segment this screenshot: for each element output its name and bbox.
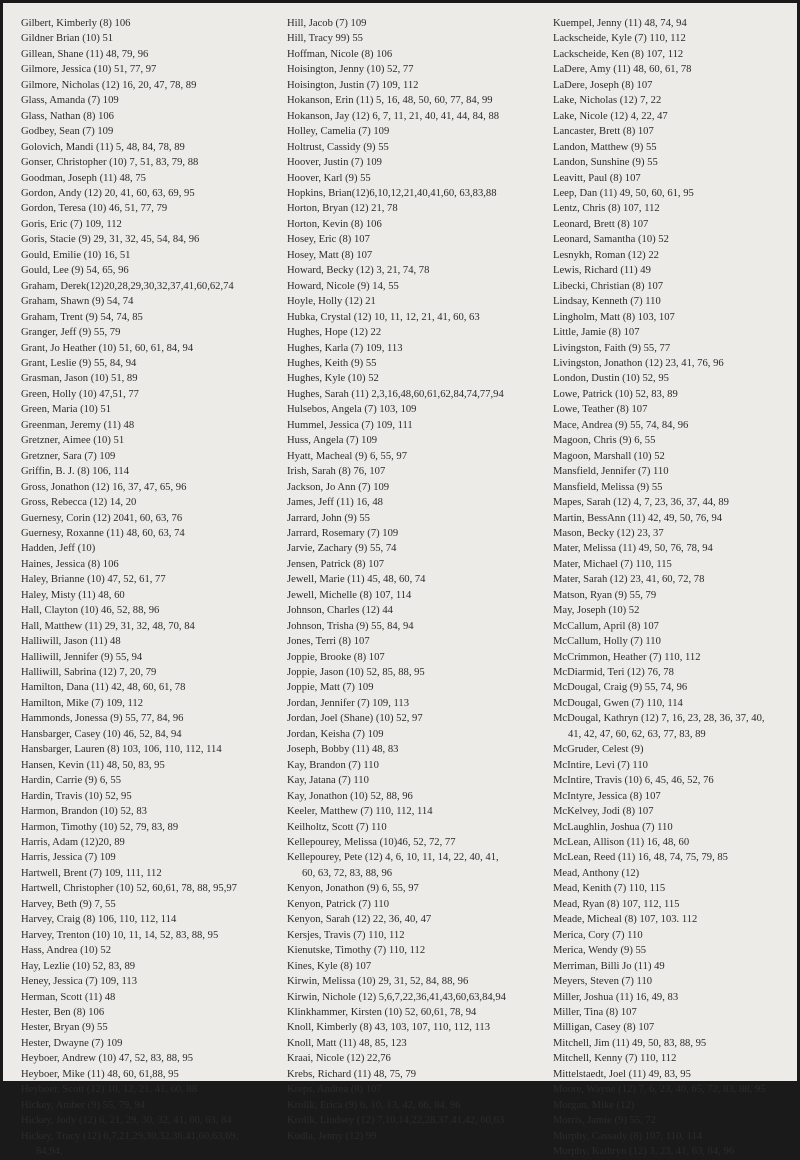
index-entry: Goris, Eric (7) 109, 112 [21,218,122,230]
index-entry: Horton, Kevin (8) 106 [287,218,382,230]
index-entry: Kellepourey, Melissa (10)46, 52, 72, 77 [287,837,456,849]
index-entry: Griffin, B. J. (8) 106, 114 [21,466,129,478]
index-entry: Murphy, Kathryn (12) 3, 23, 41, 63, 84, 96 [553,1146,735,1158]
index-entry: Morgan, Mike (12) [553,1099,635,1111]
index-entry: Merica, Wendy (9) 55 [553,945,647,957]
index-entry: Holley, Camelia (7) 109 [287,126,390,138]
index-entry: Golovich, Mandi (11) 5, 48, 84, 78, 89 [21,141,185,153]
index-entry: McCallum, April (8) 107 [553,620,659,632]
index-entry: Kirwin, Melissa (10) 29, 31, 52, 84, 88, 96 [287,976,469,988]
index-entry: Harvey, Craig (8) 106, 110, 112, 114 [21,914,177,926]
index-entry: Lowe, Teather (8) 107 [553,404,648,416]
index-entry: Hester, Bryan (9) 55 [21,1022,108,1034]
index-entry: Guernesy, Roxanne (11) 48, 60, 63, 74 [21,527,185,539]
index-entry: Jarvie, Zachary (9) 55, 74 [287,543,397,555]
index-entry: Howard, Becky (12) 3, 21, 74, 78 [287,265,430,277]
index-entry: Meyers, Steven (7) 110 [553,976,653,988]
index-entry: Hoisington, Jenny (10) 52, 77 [287,64,414,76]
index-entry: Jordan, Jennifer (7) 109, 113 [287,697,409,709]
index-entry: Hoover, Justin (7) 109 [287,157,382,169]
index-entry: LaDere, Amy (11) 48, 60, 61, 78 [553,64,692,76]
index-entry: 60, 63, 72, 83, 88, 96 [302,867,393,879]
index-entry: Harris, Adam (12)20, 89 [21,837,125,849]
index-entry: Morris, Jamie (9) 55, 72 [553,1115,656,1127]
index-entry: Green, Maria (10) 51 [21,404,112,416]
index-entry: Leep, Dan (11) 49, 50, 60, 61, 95 [553,187,694,199]
index-entry: McLean, Allison (11) 16, 48, 60 [553,837,690,849]
index-entry: Kines, Kyle (8) 107 [287,960,372,972]
index-page [3,3,797,1158]
index-entry: Leavitt, Paul (8) 107 [553,172,641,184]
index-entry: Jensen, Patrick (8) 107 [287,558,385,570]
index-entry: Lackscheide, Ken (8) 107, 112 [553,48,684,60]
index-entry: McLean, Reed (11) 16, 48, 74, 75, 79, 85 [553,852,728,864]
index-entry: Leonard, Brett (8) 107 [553,218,649,230]
index-entry: Little, Jamie (8) 107 [553,327,640,339]
index-entry: Green, Holly (10) 47,51, 77 [21,388,139,400]
index-entry: Hoisington, Justin (7) 109, 112 [287,79,419,91]
index-entry: Hansen, Kevin (11) 48, 50, 83, 95 [21,759,165,771]
index-entry: McGruder, Celest (9) [553,744,644,756]
index-entry: Hosey, Eric (8) 107 [287,234,370,246]
index-entry: Hickey, Amber (9) 55, 79, 94 [21,1099,146,1111]
index-entry: Matson, Ryan (9) 55, 79 [553,589,657,601]
index-entry: Howard, Nicole (9) 14, 55 [287,280,399,292]
index-entry: Hall, Clayton (10) 46, 52, 88, 96 [21,605,160,617]
index-entry: Greenman, Jeremy (11) 48 [21,419,135,431]
index-entry: London, Dustin (10) 52, 95 [553,373,669,385]
index-column-2 [287,16,506,1144]
index-entry: Haley, Brianne (10) 47, 52, 61, 77 [21,574,166,586]
index-entry: Joppie, Jason (10) 52, 85, 88, 95 [287,667,425,679]
index-entry: Harris, Jessica (7) 109 [21,852,116,864]
index-entry: Halliwill, Sabrina (12) 7, 20, 79 [21,667,157,679]
index-entry: Gretzner, Sara (7) 109 [21,450,116,462]
index-entry: Irish, Sarah (8) 76, 107 [287,466,386,478]
index-entry: Merica, Cory (7) 110 [553,929,643,941]
index-entry: May, Joseph (10) 52 [553,605,640,617]
index-column-3 [553,16,766,1160]
index-entry: Jordan, Keisha (7) 109 [287,728,384,740]
index-entry: McKelvey, Jodi (8) 107 [553,806,654,818]
index-entry: Mapes, Sarah (12) 4, 7, 23, 36, 37, 44, 89 [553,497,729,509]
index-entry: Mead, Anthony (12) [553,867,640,879]
index-entry: Hester, Dwayne (7) 109 [21,1037,123,1049]
index-entry: Mason, Becky (12) 23, 37 [553,527,664,539]
index-entry: Harmon, Timothy (10) 52, 79, 83, 89 [21,821,179,833]
index-entry: Murphy, Cassady (8) 107, 110, 114 [553,1130,703,1142]
index-entry: Joppie, Matt (7) 109 [287,682,374,694]
index-entry: LaDere, Joseph (8) 107 [553,79,653,91]
index-entry: Jordan, Joel (Shane) (10) 52, 97 [287,713,423,725]
index-entry: Horton, Bryan (12) 21, 78 [287,203,398,215]
index-entry: Mansfield, Melissa (9) 55 [553,481,663,493]
index-entry: Keeler, Matthew (7) 110, 112, 114 [287,806,433,818]
index-entry: Hyatt, Macheal (9) 6, 55, 97 [287,450,408,462]
index-entry: Gould, Emilie (10) 16, 51 [21,249,131,261]
index-entry: Livingston, Jonathon (12) 23, 41, 76, 96 [553,357,724,369]
index-entry: Livingston, Faith (9) 55, 77 [553,342,671,354]
index-entry: Hubka, Crystal (12) 10, 11, 12, 21, 41, 60, 63 [287,311,480,323]
index-entry: Hammonds, Jonessa (9) 55, 77, 84, 96 [21,713,184,725]
index-entry: Graham, Shawn (9) 54, 74 [21,296,134,308]
index-entry: Joseph, Bobby (11) 48, 83 [287,744,399,756]
index-entry: Landon, Sunshine (9) 55 [553,157,658,169]
index-entry: Hadden, Jeff (10) [21,543,96,555]
index-entry: Gilmore, Nicholas (12) 16, 20, 47, 78, 89 [21,79,197,91]
index-entry: James, Jeff (11) 16, 48 [287,497,383,509]
index-entry: Gross, Jonathon (12) 16, 37, 47, 65, 96 [21,481,187,493]
index-entry: Lesnykh, Roman (12) 22 [553,249,659,261]
index-entry: Goris, Stacie (9) 29, 31, 32, 45, 54, 84, 96 [21,234,200,246]
index-entry: Godbey, Sean (7) 109 [21,126,114,138]
index-entry: Mittelstaedt, Joel (11) 49, 83, 95 [553,1068,691,1080]
index-entry: Gretzner, Aimee (10) 51 [21,435,125,447]
index-entry: Hamilton, Mike (7) 109, 112 [21,697,144,709]
index-entry: Grasman, Jason (10) 51, 89 [21,373,138,385]
index-entry: Hughes, Sarah (11) 2,3,16,48,60,61,62,84,74,77,94 [287,388,504,400]
index-entry: Glass, Nathan (8) 106 [21,110,114,122]
index-entry: Lewis, Richard (11) 49 [553,265,651,277]
index-entry: Jewell, Michelle (8) 107, 114 [287,589,412,601]
index-entry: Haley, Misty (11) 48, 60 [21,589,125,601]
index-entry: Gonser, Christopher (10) 7, 51, 83, 79, 88 [21,157,199,169]
index-entry: Milligan, Casey (8) 107 [553,1022,655,1034]
index-entry: Jarrard, Rosemary (7) 109 [287,527,399,539]
index-entry: Miller, Tina (8) 107 [553,1007,637,1018]
index-entry: Herman, Scott (11) 48 [21,991,116,1003]
index-entry: Hartwell, Christopher (10) 52, 60,61, 78, 88, 95,97 [21,883,237,895]
index-entry: Haines, Jessica (8) 106 [21,558,119,570]
index-entry: Mead, Ryan (8) 107, 112, 115 [553,898,680,910]
index-entry: Jarrard, John (9) 55 [287,512,370,524]
index-entry: Gould, Lee (9) 54, 65, 96 [21,265,129,277]
index-entry: Holtrust, Cassidy (9) 55 [287,141,389,153]
index-entry: Hulsebos, Angela (7) 103, 109 [287,404,417,416]
index-entry: Gillean, Shane (11) 48, 79, 96 [21,48,149,60]
index-entry: Moore, Wayne (12) 7, 6, 23, 40, 65, 72, 83, 88, 95 [553,1084,766,1096]
index-entry: Mater, Melissa (11) 49, 50, 76, 78, 94 [553,543,713,555]
index-entry: Johnson, Charles (12) 44 [287,605,393,617]
index-entry: Martin, BessAnn (11) 42, 49, 50, 76, 94 [553,512,723,524]
index-entry: Gross, Rebecca (12) 14, 20 [21,497,137,509]
index-entry: Hummel, Jessica (7) 109, 111 [287,419,413,431]
index-entry: Hosey, Matt (8) 107 [287,249,373,261]
index-entry: Heyboer, Scott (12) 10, 12, 21, 41, 60, 88 [21,1084,198,1096]
index-entry: Lingholm, Matt (8) 103, 107 [553,311,675,323]
index-entry: Krebs, Richard (11) 48, 75, 79 [287,1068,417,1080]
index-entry: Lackscheide, Kyle (7) 110, 112 [553,33,686,45]
index-entry: Heyboer, Mike (11) 48, 60, 61,88, 95 [21,1068,179,1080]
index-entry: Kreps, Andrea (8) 107 [287,1084,382,1096]
index-entry: Meade, Micheal (8) 107, 103. 112 [553,914,698,926]
index-entry: Goodman, Joseph (11) 48, 75 [21,172,146,184]
index-entry: Kay, Brandon (7) 110 [287,759,379,771]
index-entry: Heney, Jessica (7) 109, 113 [21,976,138,988]
index-entry: Hughes, Kyle (10) 52 [287,373,379,385]
index-entry: Harvey, Beth (9) 7, 55 [21,898,116,910]
index-entry: Miller, Joshua (11) 16, 49, 83 [553,991,679,1003]
index-entry: Kersjes, Travis (7) 110, 112 [287,929,405,941]
index-entry: Graham, Trent (9) 54, 74, 85 [21,311,143,323]
index-entry: Heyboer, Andrew (10) 47, 52, 83, 88, 95 [21,1053,193,1065]
index-entry: Hass, Andrea (10) 52 [21,945,112,957]
index-entry: Hamilton, Dana (11) 42, 48, 60, 61, 78 [21,682,186,694]
index-entry: Grant, Jo Heather (10) 51, 60, 61, 84, 94 [21,342,194,354]
index-entry: Keilholtz, Scott (7) 110 [287,821,387,833]
index-entry: Kellepourey, Pete (12) 4, 6, 10, 11, 14, 22, 40, 41, [287,852,499,864]
index-entry: Hardin, Travis (10) 52, 95 [21,790,132,802]
index-entry: Jackson, Jo Ann (7) 109 [287,481,390,493]
index-entry: McCallum, Holly (7) 110 [553,636,661,648]
index-entry: Libecki, Christian (8) 107 [553,280,664,292]
index-entry: 41, 42, 47, 60, 62, 63, 77, 83, 89 [568,728,706,740]
index-entry: Gordon, Andy (12) 20, 41, 60, 63, 69, 95 [21,187,195,199]
index-entry: Graham, Derek(12)20,28,29,30,32,37,41,60,62,74 [21,280,234,292]
index-entry: McIntyre, Jessica (8) 107 [553,790,661,802]
index-entry: McDougal, Gwen (7) 110, 114 [553,697,683,709]
index-entry: Hoffman, Nicole (8) 106 [287,48,393,60]
index-entry: Gildner Brian (10) 51 [21,33,114,45]
index-entry: Mater, Sarah (12) 23, 41, 60, 72, 78 [553,574,705,586]
index-entry: Magoon, Marshall (10) 52 [553,450,665,462]
index-entry: Huss, Angela (7) 109 [287,435,378,447]
index-entry: Klinkhammer, Kirsten (10) 52, 60,61, 78, 94 [287,1007,477,1018]
index-entry: 84,94, [36,1146,63,1158]
index-entry: Hopkins, Brian(12)6,10,12,21,40,41,60, 63,83,88 [287,187,497,199]
index-entry: Mitchell, Kenny (7) 110, 112 [553,1053,677,1065]
index-entry: Hansbarger, Lauren (8) 103, 106, 110, 112, 114 [21,744,222,756]
index-entry: McIntire, Levi (7) 110 [553,759,648,771]
index-entry: Lancaster, Brett (8) 107 [553,126,654,138]
index-entry: Glass, Amanda (7) 109 [21,95,119,107]
index-entry: Hester, Ben (8) 106 [21,1007,105,1018]
index-entry: Merriman, Billi Jo (11) 49 [553,960,665,972]
index-entry: Hoyle, Holly (12) 21 [287,296,376,308]
index-entry: McIntire, Travis (10) 6, 45, 46, 52, 76 [553,775,714,787]
index-entry: Granger, Jeff (9) 55, 79 [21,327,121,339]
index-entry: Hokanson, Erin (11) 5, 16, 48, 50, 60, 77, 84, 99 [287,95,493,107]
index-entry: Kirwin, Nichole (12) 5,6,7,22,36,41,43,60,63,84,94 [287,991,506,1003]
index-entry: McDougal, Kathryn (12) 7, 16, 23, 28, 36, 37, 40, [553,713,765,725]
index-entry: Harvey, Trenton (10) 10, 11, 14, 52, 83, 88, 95 [21,929,219,941]
index-entry: Kay, Jatana (7) 110 [287,775,369,787]
index-entry: Hartwell, Brent (7) 109, 111, 112 [21,867,162,879]
index-entry: Hall, Matthew (11) 29, 31, 32, 48, 70, 84 [21,620,195,632]
index-entry: McDiarmid, Teri (12) 76, 78 [553,667,674,679]
index-entry: Hardin, Carrie (9) 6, 55 [21,775,122,787]
index-entry: Krolik, Erica (9) 6, 10, 13, 42, 66, 84, 96 [287,1099,461,1111]
index-entry: Kenyon, Sarah (12) 22, 36, 40, 47 [287,914,432,926]
index-entry: Guernesy, Corin (12) 2041, 60, 63, 76 [21,512,183,524]
index-entry: Knoll, Kimberly (8) 43, 103, 107, 110, 112, 113 [287,1022,491,1034]
index-column-1 [21,16,238,1160]
index-entry: Hill, Tracy 99) 55 [287,33,363,45]
index-entry: Hokanson, Jay (12) 6, 7, 11, 21, 40, 41, 44, 84, 88 [287,110,500,122]
index-entry: Gilbert, Kimberly (8) 106 [21,18,131,29]
index-entry: Hughes, Keith (9) 55 [287,357,377,369]
index-entry: Hoover, Karl (9) 55 [287,172,371,184]
index-entry: McCrimmon, Heather (7) 110, 112 [553,651,701,663]
index-entry: Halliwill, Jason (11) 48 [21,636,121,648]
index-entry: Mead, Kenith (7) 110, 115 [553,883,666,895]
index-entry: Kuempel, Jenny (11) 48, 74, 94 [553,18,687,29]
index-entry: Lowe, Patrick (10) 52, 83, 89 [553,388,678,400]
index-entry: Mater, Michael (7) 110, 115 [553,558,672,570]
index-entry: Jewell, Marie (11) 45, 48, 60, 74 [287,574,426,586]
index-entry: Lindsay, Kenneth (7) 110 [553,296,661,308]
index-entry: Hickey, Tracy (12) 6,7,21,29,30,32,36,41,60,63,69, [21,1130,239,1142]
index-entry: Knoll, Matt (11) 48, 85, 123 [287,1037,407,1049]
index-entry: Harmon, Brandon (10) 52, 83 [21,806,147,818]
index-entry: McLaughlin, Joshua (7) 110 [553,821,673,833]
index-entry: Mace, Andrea (9) 55, 74, 84, 96 [553,419,689,431]
index-entry: Kenyon, Patrick (7) 110 [287,898,389,910]
index-entry: Halliwill, Jennifer (9) 55, 94 [21,651,143,663]
index-entry: Joppie, Brooke (8) 107 [287,651,385,663]
index-entry: Gordon, Teresa (10) 46, 51, 77, 79 [21,203,168,215]
index-entry: Mansfield, Jennifer (7) 110 [553,466,669,478]
index-entry: Hughes, Karla (7) 109, 113 [287,342,403,354]
index-entry: Kraai, Nicole (12) 22,76 [287,1053,391,1065]
index-entry: Hay, Lezlie (10) 52, 83, 89 [21,960,136,972]
index-entry: McDougal, Craig (9) 55, 74, 96 [553,682,688,694]
index-entry: Kienutske, Timothy (7) 110, 112 [287,945,426,957]
index-entry: Hansbarger, Casey (10) 46, 52, 84, 94 [21,728,182,740]
index-entry: Grant, Leslie (9) 55, 84, 94 [21,357,137,369]
index-entry: Mitchell, Jim (11) 49, 50, 83, 88, 95 [553,1037,707,1049]
index-entry: Lake, Nicholas (12) 7, 22 [553,95,662,107]
index-entry: Lake, Nicole (12) 4, 22, 47 [553,110,668,122]
index-entry: Hughes, Hope (12) 22 [287,327,382,339]
index-entry: Landon, Matthew (9) 55 [553,141,657,153]
index-entry: Kenyon, Jonathon (9) 6, 55, 97 [287,883,419,895]
index-entry: Jones, Terri (8) 107 [287,636,370,648]
index-entry: Gilmore, Jessica (10) 51, 77, 97 [21,64,157,76]
index-entry: Kay, Jonathon (10) 52, 88, 96 [287,790,413,802]
index-entry: Krolik, Lindsey (12) 7,10,14,22,28,37,41,42, 60,63 [287,1115,505,1127]
index-entry: Hickey, Jody (12) 6, 21, 29, 30, 32, 41, 60, 63, 84 [21,1115,232,1127]
index-entry: Johnson, Trisha (9) 55, 84, 94 [287,620,414,632]
index-entry: Lentz, Chris (8) 107, 112 [553,203,660,215]
index-entry: Magoon, Chris (9) 6, 55 [553,435,656,447]
index-entry: Hill, Jacob (7) 109 [287,18,367,29]
index-entry: Leonard, Samantha (10) 52 [553,234,669,246]
index-entry: Kudla, Jenny (12) 99 [287,1130,377,1142]
